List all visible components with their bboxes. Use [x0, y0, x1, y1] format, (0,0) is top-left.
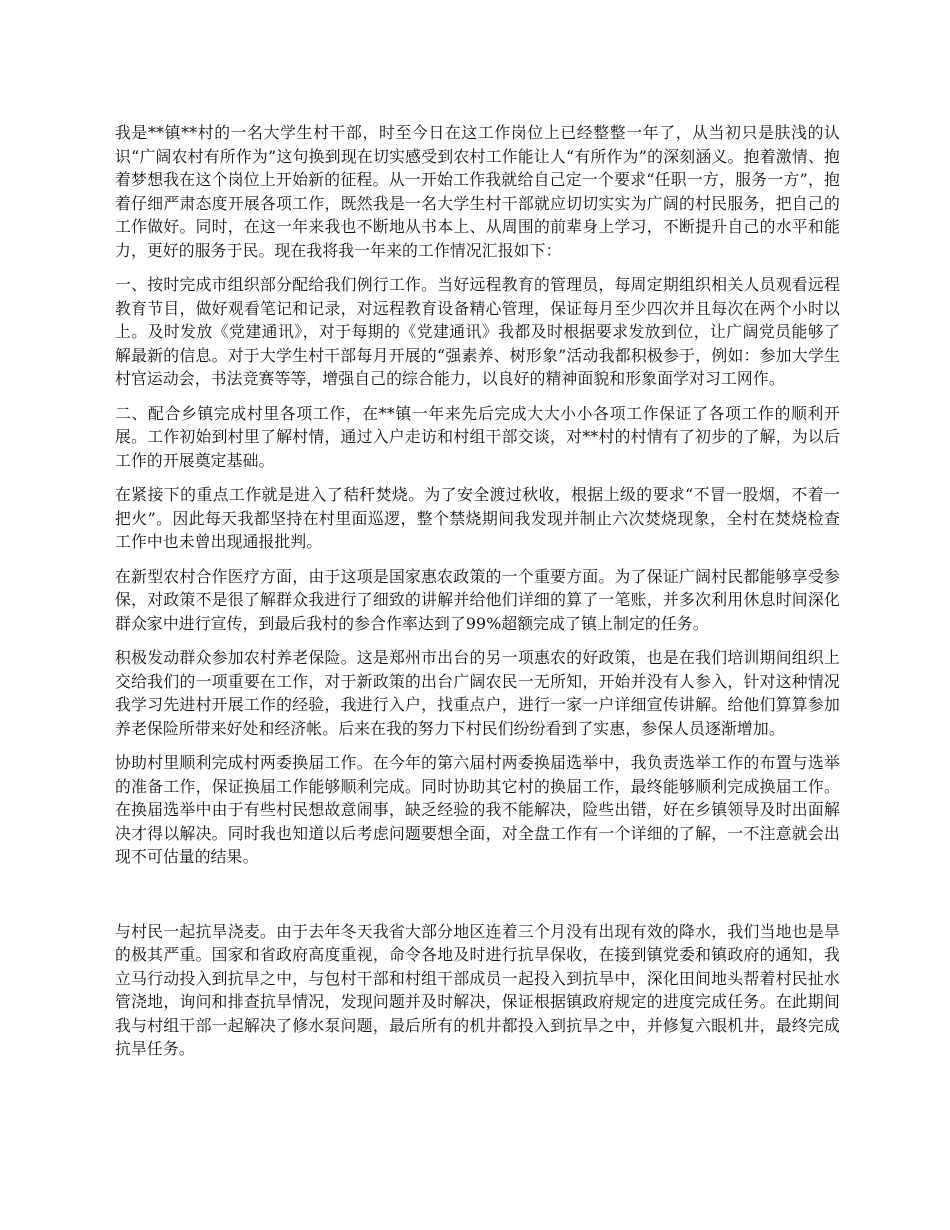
document-page — [115, 121, 840, 1072]
section-gap — [115, 880, 840, 920]
paragraph-election-work: 协助村里顺利完成村两委换届工作。在今年的第六届村两委换届选举中，我负责选举工作的布置与选举的准备工作，保证换届工作能够顺利完成。同时协助其它村的换届工作，最终能够顺利完成换届工作。在换届选举中由于有些村民想故意闹事，缺乏经验的我不能解决，险些出错，好在乡镇领导及时出面解决才得以解决。同时我也知道以后考虑问题要想全面，对全盘工作有一个详细的了解，一不注意就会出现不可估量的结果。 — [115, 753, 840, 866]
paragraph-township-work: 二、配合乡镇完成村里各项工作，在**镇一年来先后完成大大小小各项工作保证了各项工作的顺利开展。工作初始到村里了解村情，通过入户走访和村组干部交谈，对**村的村情有了初步的了解，为以后工作的开展奠定基础。 — [115, 403, 840, 470]
paragraph-pension-insurance: 积极发动群众参加农村养老保险。这是郑州市出台的另一项惠农的好政策，也是在我们培训期间组织上交给我们的一项重要在工作，对于新政策的出台广阔农民一无所知，开始并没有人参入，针对这种情况我学习先进村开展工作的经验，我进行入户，找重点户，进行一家一户详细宣传讲解。给他们算算参加养老保险所带来好处和经济帐。后来在我的努力下村民们纷纷看到了实惠，参保人员逐渐增加。 — [115, 648, 840, 738]
paragraph-straw-burning: 在紧接下的重点工作就是进入了秸秆焚烧。为了安全渡过秋收，根据上级的要求“不冒一股烟，不着一把火”。因此每天我都坚持在村里面巡逻，整个禁烧期间我发现并制止六次焚烧现象，全村在焚烧检查工作中也未曾出现通报批判。 — [115, 485, 840, 551]
paragraph-medical-cooperation: 在新型农村合作医疗方面，由于这项是国家惠农政策的一个重要方面。为了保证广阔村民都能够享受参保，对政策不是很了解群众我进行了细致的讲解并给他们详细的算了一笔账，并多次利用休息时间深化群众家中进行宣传，到最后我村的参合作率达到了99%超额完成了镇上制定的任务。 — [115, 566, 840, 633]
paragraph-intro: 我是**镇**村的一名大学生村干部，时至今日在这工作岗位上已经整整一年了，从当初只是肤浅的认识“广阔农村有所作为”这句换到现在切实感受到农村工作能让人“有所作为”的深刻涵义。抱着激情、抱着梦想我在这个岗位上开始新的征程。从一开始工作我就给自己定一个要求“任职一方，服务一方”，抱着仔细严肃态度开展各项工作，既然我是一名大学生村干部就应切切实实为广阔的村民服务，把自己的工作做好。同时，在这一年来我也不断地从书本上、从周围的前辈身上学习，不断提升自己的水平和能力，更好的服务于民。现在我将我一年来的工作情况汇报如下： — [115, 123, 840, 260]
paragraph-drought-relief: 与村民一起抗旱浇麦。由于去年冬天我省大部分地区连着三个月没有出现有效的降水，我们当地也是旱的极其严重。国家和省政府高度重视，命令各地及时进行抗旱保收，在接到镇党委和镇政府的通知，我立马行动投入到抗旱之中，与包村干部和村组干部成员一起投入到抗旱中，深化田间地头帮着村民扯水管浇地，询问和排查抗旱情况，发现问题并及时解决，保证根据镇政府规定的进度完成任务。在此期间我与村组干部一起解决了修水泵问题，最后所有的机井都投入到抗旱之中，并修复六眼机井，最终完成抗旱任务。 — [115, 921, 840, 1058]
paragraph-routine-work: 一、按时完成市组织部分配给我们例行工作。当好远程教育的管理员，每周定期组织相关人员观看远程教育节目，做好观看笔记和记录，对远程教育设备精心管理，保证每月至少四次并且每次在两个小时以上。及时发放《党建通讯》，对于每期的《党建通讯》我都及时根据要求发放到位，让广阔党员能够了解最新的信息。对于大学生村干部每月开展的“强素养、树形象”活动我都积极参于，例如：参加大学生村官运动会，书法竞赛等等，增强自己的综合能力，以良好的精神面貌和形象面学对习工网作。 — [115, 275, 840, 388]
